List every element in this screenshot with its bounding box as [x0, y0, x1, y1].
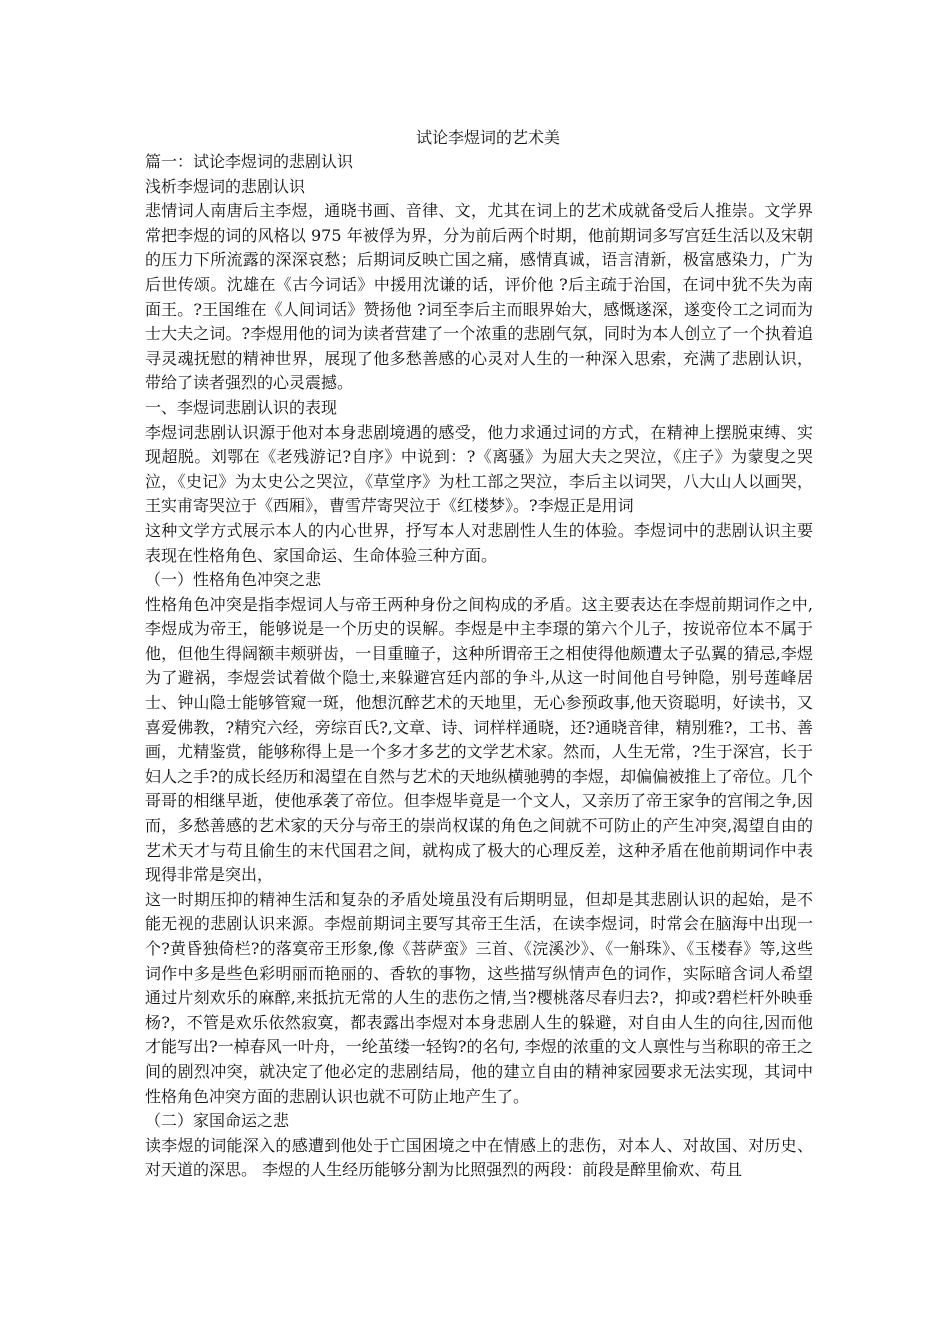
sub1-paragraph-1: 性格角色冲突是指李煜词人与帝王两种身份之间构成的矛盾。这主要表达在李煜前期词作之中,李煜成为帝王，能够说是一个历史的误解。李煜是中主李璟的第六个儿子，按说帝位本不属于他，但他生得阔额丰颊骈齿，一目重瞳子，这种所谓帝王之相使得他颇遭太子弘翼的猜忌,李煜为了避祸，李煜尝试着做个隐士,来躲避宫廷内部的争斗,从这一时间他自号钟隐，别号莲峰居士、钟山隐士能够管窥一斑，他想沉醉艺术的天地里，无心参预政事,他天资聪明，好读书，又喜爱佛教，?精究六经，旁综百氏?,文章、诗、词样样通晓，还?通晓音律，精别雅?，工书、善画，尤精鉴赏，能够称得上是一个多才多艺的文学艺术家。然而，人生无常，?生于深宫，长于妇人之手?的成长经历和渴望在自然与艺术的天地纵横驰骋的李煜，却偏偏被推上了帝位。几个哥哥的相继早逝，使他承袭了帝位。但李煜毕竟是一个文人，又亲历了帝王家争的宫闱之争,因而，多愁善感的艺术家的天分与帝王的崇尚权谋的角色之间就不可防止的产生冲突,渴望自由的艺术天才与苟且偷生的末代国君之间，就构成了极大的心理反差，这种矛盾在他前期词作中表现得非常是突出， [145, 594, 813, 885]
sub-heading: 浅析李煜词的悲剧认识 [145, 176, 306, 196]
section1-paragraph-2: 这种文学方式展示本人的内心世界，抒写本人对悲剧性人生的体验。李煜词中的悲剧认识主要表现在性格角色、家国命运、生命体验三种方面。 [145, 520, 813, 565]
document-page [145, 126, 813, 1183]
section1-heading: 一、李煜词悲剧认识的表现 [145, 397, 338, 417]
part-heading: 篇一：试论李煜词的悲剧认识 [145, 152, 354, 171]
sub2-paragraph-1: 读李煜的词能深入的感遭到他处于亡国困境之中在情感上的悲伤，对本人、对故国、对历史、对天道的深思。 李煜的人生经历能够分割为比照强烈的两段：前段是醉里偷欢、苟且 [145, 1135, 813, 1180]
document-title: 试论李煜词的艺术美 [415, 128, 560, 147]
sub2-heading: （二）家国命运之悲 [145, 1111, 290, 1131]
section1-paragraph-1: 李煜词悲剧认识源于他对本身悲剧境遇的感受，他力求通过词的方式，在精神上摆脱束缚、实现超脱。刘鄂在《老残游记?自序》中说到：?《离骚》为屈大夫之哭泣，《庄子》为蒙叟之哭泣，《史记》为太史公之哭泣，《草堂序》为杜工部之哭泣，李后主以词哭，八大山人以画哭，王实甫寄哭泣于《西厢》，曹雪芹寄哭泣于《红楼梦》。?李煜正是用词 [145, 422, 813, 516]
sub1-heading: （一）性格角色冲突之悲 [145, 570, 322, 590]
sub1-paragraph-2: 这一时期压抑的精神生活和复杂的矛盾处境虽没有后期明显，但却是其悲剧认识的起始，是不能无视的悲剧认识来源。李煜前期词主要写其帝王生活，在读李煜词，时常会在脑海中出现一个?黄昏独倚栏?的落寞帝王形象,像《菩萨蛮》三首、《浣溪沙》、《一斛珠》、《玉楼春》等,这些词作中多是些色彩明丽而艳丽的、香软的事物，这些描写纵情声色的词作，实际暗含词人希望通过片刻欢乐的麻醉,来抵抗无常的人生的悲伤之情,当?樱桃落尽春归去?，抑或?碧栏杆外映垂杨?，不管是欢乐依然寂寞，都表露出李煜对本身悲剧人生的躲避，对自由人生的向往,因而他才能写出?一棹春风一叶舟，一纶茧缕一轻钩?的名句, 李煜的浓重的文人禀性与当称职的帝王之间的剧烈冲突，就决定了他必定的悲剧结局，他的建立自由的精神家园要求无法实现，其词中性格角色冲突方面的悲剧认识也就不可防止地产生了。 [145, 889, 813, 1106]
intro-paragraph: 悲情词人南唐后主李煜，通晓书画、音律、文，尤其在词上的艺术成就备受后人推崇。文学界常把李煜的词的风格以 975 年被俘为界，分为前后两个时期，他前期词多写宫廷生活以及宋朝的压力下所流露的深深哀愁；后期词反映亡国之痛，感情真诚，语言清新，极富感染力，广为后世传颂。沈雄在《古今词话》中援用沈谦的话，评价他 ?后主疏于治国，在词中犹不失为南面王。?王国维在《人间词话》赞扬他 ?词至李后主而眼界始大，感慨遂深，遂变伶工之词而为士大夫之词。?李煜用他的词为读者营建了一个浓重的悲剧气氛，同时为本人创立了一个执着追寻灵魂抚慰的精神世界，展现了他多愁善感的心灵对人生的一种深入思索，充满了悲剧认识，带给了读者强烈的心灵震撼。 [145, 201, 813, 393]
